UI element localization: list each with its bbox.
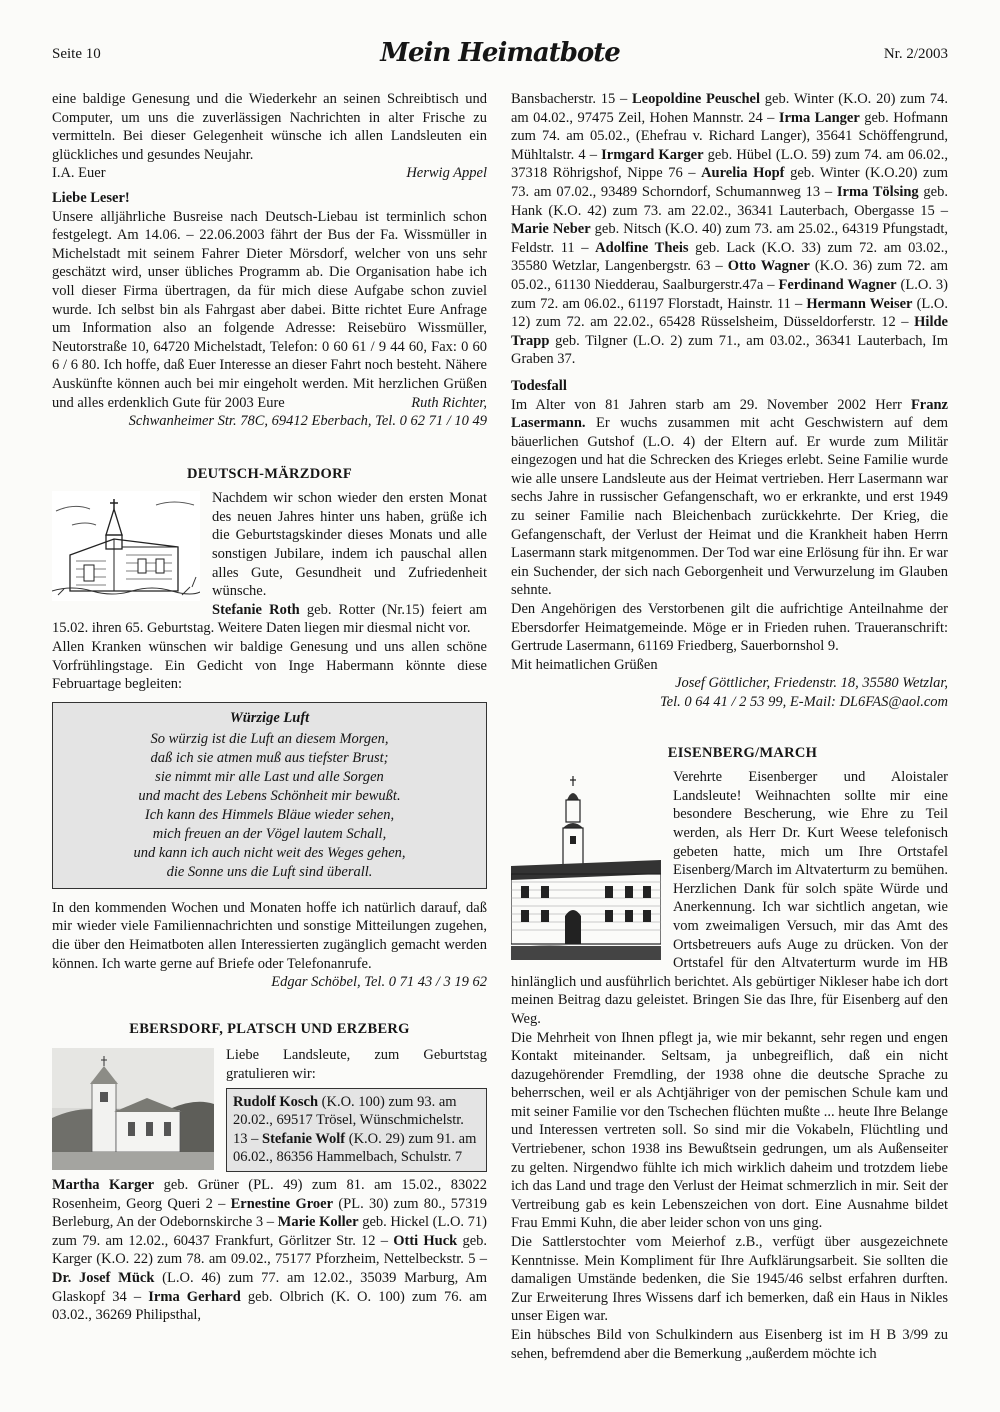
poem-line: Ich kann des Himmels Bläue wieder sehen,	[144, 806, 395, 823]
eb-list-text: (PL. 30) zum 80., 57319 Berleburg, An der Odebornskirche 3 –	[52, 1195, 487, 1231]
todesfall-paragraph	[511, 396, 948, 601]
eb-list-text: geb. Karger (K.O. 22) zum 78. am 09.02., 75177 Pforzheim, Nettelbeckstr. 5 –	[52, 1232, 488, 1268]
church-photo-image	[52, 1048, 214, 1170]
dm-paragraph-4	[52, 899, 487, 991]
bd-name: Adolfine Theis	[595, 239, 689, 256]
section-title-deutsch-maerzdorf: DEUTSCH-MÄRZDORF	[186, 465, 353, 482]
bd-name: Hermann Weiser	[806, 295, 913, 312]
em-paragraph-4: Ein hübsches Bild von Schulkindern aus Eisenberg ist im H B 3/99 zu sehen, befremdend aber die Bemerkung „außerdem möchte ich	[511, 1327, 948, 1362]
page-number: Seite 10	[52, 46, 101, 62]
bd-text: (L.O. 12) zum 72. am 22.02., 65428 Rüsselsheim, Düsseldorferstr. 12 –	[511, 295, 948, 331]
tod-text: Er wuchs zusammen mit acht Geschwistern auf dem bäuerlichen Gutshof (L.O. 4) der Eltern auf. Er wurde zum Militär eingezogen und hat die Schrecken des Krieges erlebt. Seine Familie wurde wie alle unsere Landsleute aus der Heimat vertrieben. Herr Lasermann war sechs Jahre in russischer Gefangenschaft, wo er erkrankte, und erst 1949 zu seiner Familie nach Bleichenbach zurückkehrte. Der Krieg, die Gefangenschaft, der Verlust der Heimat und die Krankheit haben Herrn Lasermann stark mitgenommen. Der Tod war eine Erlösung für ihn. Er war ein Suchender, der sich nach Geborgenheit und Verwurzelung im Glauben sehnte.	[511, 415, 948, 599]
intro-signature-row	[52, 164, 487, 183]
dm-paragraph-1: Nachdem wir schon wieder den ersten Monat des neuen Jahres hinter uns haben, grüße ich die Geburtstagskinder dieses Monats und alle sonstigen Jubilare, indem ich pauschal allen alles Gute, Gesundheit und Zufriedenheit wünsche.	[212, 490, 487, 600]
eb-intro: Liebe Landsleute, zum Geburtstag gratulieren wir:	[226, 1047, 487, 1082]
eb-list-text: geb. Hickel (L.O. 71) zum 79. am 12.02., 60437 Frankfurt, Görlitzer Str. 12 –	[52, 1214, 488, 1249]
eb-list-name: Irma Gerhard	[148, 1288, 241, 1305]
section-title-eisenberg: EISENBERG/MARCH	[667, 744, 818, 761]
eb-box-name: Rudolf Kosch	[233, 1093, 319, 1110]
bd-pre: Bansbacherstr. 15 –	[511, 91, 632, 107]
bd-text: geb. Hofmann zum 74. am 05.02., (Ehefrau v. Richard Langer), 35641 Schöffengrund, Mühltalstr. 4 –	[511, 109, 948, 163]
castle-sketch-image	[511, 770, 661, 960]
leser-heading: Liebe Leser!	[52, 189, 130, 206]
dm-paragraph-2	[52, 601, 487, 638]
em-paragraph-3: Die Sattlerstochter vom Meierhof z.B., verfügt über ausgezeichnete Kenntnisse. Mein Kompliment für Ihre Aufklärungsarbeit. Sie sollten die damaligen Umstände bedenken, die Sie 1945/46 selbst erfahren durften. Zur Erweiterung Ihres Wissens darf ich bemerken, daß ein Haus in Nikles unser Eigen war.	[511, 1234, 948, 1325]
bd-name: Leopoldine Peuschel	[632, 91, 761, 107]
poem-line: die Sonne uns die Luft sind überall.	[166, 863, 373, 880]
dm-birthday-text: geb. Rotter (Nr.15) feiert am 15.02. ihren 65. Geburtstag. Weitere Daten liegen mir diesmal nicht vor.	[52, 601, 487, 637]
eb-birthday-list	[52, 1176, 487, 1325]
todesfall-signature-1: Josef Göttlicher, Friedenstr. 18, 35580 Wetzlar,	[675, 675, 948, 692]
eb-list-name: Ernestine Groer	[230, 1195, 334, 1212]
em-paragraph-1: Verehrte Eisenberger und Aloistaler Landsleute! Weihnachten sollte mir eine besondere Bescherung, wie Ehre zu Teil werden, als Herr Dr. Kurt Weese telefonisch gebeten hatte, mich um Ihre Ortstafel Eisenberg/March im Altvaterturm zu bemühen. Herzlichen Dank für solch späte Würde und Anerkennung. Ich war sichtlich angetan, wie vom zweimaligen Versuch, mir das Amt des Ortsbetreuers aufs Auge zu drücken. Von der Ortstafel für den Altvaterturm wurde im HB hinlänglich und ausführlich berichtet. Als gebürtiger Nikleser habe ich dort meinen Beitrag dazu geleistet. Bringen Sie das Ihre, für Eisenberg auf den Weg.	[511, 769, 948, 1027]
eb-box-text: (K.O. 29) zum 91. am 06.02., 86356 Hammelbach, Schulstr. 7	[233, 1130, 477, 1166]
page-header	[0, 38, 1000, 68]
bd-name: Irma Tölsing	[836, 183, 919, 200]
dm-signature: Edgar Schöbel, Tel. 0 71 43 / 3 19 62	[271, 974, 487, 991]
bd-name: Irmgard Karger	[601, 146, 704, 163]
eb-list-text: (L.O. 46) zum 77. am 12.02., 35039 Marburg, Am Glaskopf 34 –	[52, 1269, 487, 1305]
poem-line: So würzig ist die Luft an diesem Morgen,	[150, 730, 389, 747]
intro-signature: Herwig Appel	[406, 165, 487, 182]
dm-paragraph-3: Allen Kranken wünschen wir baldige Genesung und uns allen schöne Vorfrühlingstage. Ein Gedicht von Inge Habermann könnte diese Februartage begleiten:	[52, 639, 487, 693]
eb-list-name: Marie Koller	[277, 1214, 359, 1231]
bd-name: Aurelia Hopf	[701, 165, 785, 182]
bd-name: Hilde Trapp	[511, 314, 948, 349]
poem-line: und kann ich auch nicht weit des Weges gehen,	[133, 844, 406, 861]
leser-address: Schwanheimer Str. 78C, 69412 Eberbach, Tel. 0 62 71 / 10 49	[128, 413, 487, 430]
dm-closing-text: In den kommenden Wochen und Monaten hoffe ich natürlich darauf, daß mir wieder viele Familiennachrichten und sonstige Mitteilungen zugehen, die über den Heimatboten allen Interessierten zugänglich gemacht werden können. Ich warte gerne auf Briefe oder Telefonanrufe.	[52, 899, 487, 972]
birthday-list-continued	[511, 90, 948, 369]
poem-title: Würzige Luft	[229, 709, 310, 726]
eb-box-text: (K.O. 100) zum 93. am 20.02., 69517 Trösel, Wünschmichelstr. 13 –	[233, 1093, 464, 1147]
eb-list-name: Otti Huck	[393, 1232, 458, 1249]
poem-line: und macht des Lebens Schönheit mir bewußt.	[138, 787, 401, 804]
leser-signature: Ruth Richter,	[411, 394, 487, 411]
bd-text: geb. Nitsch (K.O. 40) zum 73. am 25.02., 64319 Pfungstadt, Feldstr. 11 –	[511, 221, 948, 256]
todesfall-signature-2: Tel. 0 64 41 / 2 53 99, E-Mail: DL6FAS@aol.com	[659, 694, 948, 710]
poem-line: sie nimmt mir alle Last und alle Sorgen	[155, 768, 384, 785]
right-column	[511, 90, 948, 1363]
eb-list-name: Martha Karger	[52, 1176, 155, 1193]
masthead-logo: Mein Heimatbote	[380, 38, 620, 68]
bd-text: (K.O. 36) zum 72. am 05.02., 61130 Niedderau, Saalburgerstr.47a –	[511, 258, 948, 293]
dm-birthday-name: Stefanie Roth	[212, 601, 300, 618]
eb-list-text: geb. Olbrich (K. O. 100) zum 76. am 03.02., 36269 Philipsthal,	[52, 1288, 487, 1324]
bd-text: (L.O. 3) zum 72. am 06.02., 61197 Florstadt, Hainstr. 11 –	[511, 276, 948, 312]
bd-text: geb. Hank (K.O. 42) zum 73. am 22.02., 36341 Lauterbach, Obergasse 15 –	[511, 183, 948, 219]
leser-text: Unsere alljährliche Busreise nach Deutsch-Liebau ist terminlich schon festgelegt. Am 14.06. – 22.06.2003 fährt der Bus der Fa. Wissmüller in Michelstadt mit seinem Fahrer Dieter Mörsdorf, welcher von uns sehr geschätzt wird, unser übliches Programm ab. Die Organisation habe ich voll dieser Firma übertragen, da für mich diese Aufgabe schon zuviel wurde. Ich selbst bin als Fahrgast aber dabei. Bitte richtet Eure Anfrage um Information also an folgende Adresse: Reisebüro Wissmüller, Neutorstraße 10, 64720 Michelstadt, Telefon: 0 60 61 / 9 44 60, Fax: 0 60 6 / 6 80. Ich hoffe, daß Euer Interesse an dieser Fahrt noch besteht. Nähere Auskünfte können auch bei mir eingeholt werden. Mit herzlichen Grüßen und alles erdenklich Gute für 2003 Eure	[52, 208, 487, 411]
todesfall-greeting: Mit heimatlichen Grüßen	[511, 656, 658, 673]
left-column	[52, 90, 487, 1325]
chapel-sketch-image	[52, 491, 200, 601]
eb-list-name: Dr. Josef Mück	[52, 1269, 155, 1286]
eb-highlight-box	[226, 1088, 487, 1172]
bd-text: geb. Winter (K.O.20) zum 73. am 07.02., 93489 Schorndorf, Schumannweg 13 –	[511, 165, 949, 200]
bd-name: Marie Neber	[511, 221, 591, 238]
intro-paragraph: eine baldige Genesung und die Wiederkehr an seinen Schreibtisch und Computer, um uns die zuverlässigen Nachrichten in alter Frische zu vermitteln. Bei dieser Gelegenheit wünsche ich allen Landsleuten ein glückliches und gesundes Neujahr.	[52, 91, 487, 163]
eb-list-text: geb. Grüner (PL. 49) zum 81. am 15.02., 83022 Rosenheim, Georg Queri 2 –	[52, 1176, 487, 1212]
em-paragraph-2: Die Mehrheit von Ihnen pflegt ja, wie mir bekannt, sehr regen und engen Kontakt miteinander. Seltsam, ja unbegreiflich, daß ein nicht dazugehörender Fremdling, der 1938 ohne die deutsche Sprache zu beherrschen, weil er als Achtjähriger von der pemischen Schule kam und mit seiner Familie vor den Tschechen flüchten mußte ... heute Ihre Belange und Interessen vertreten soll. So sind mir die Vokabeln, Flüchtling und Vertriebener, schon 1938 ins Bewußtsein gedrungen, um als Außenseiter zu gelten. Nirgendwo fühlte ich mich wirklich daheim und trotzdem liebe ich das Land und trage den Verlust der Heimat schmerzlich in mir. Seit der Vertreibung gab es kein Lebenszeichen von dort. Eine Ausnahme bildet Frau Emmi Kuhn, die aber leider schon von uns ging.	[511, 1029, 948, 1232]
bd-text: geb. Lack (K.O. 33) zum 72. am 03.02., 35580 Wetzlar, Langenbergstr. 63 –	[511, 239, 948, 275]
tod-pre: Im Alter von 81 Jahren starb am 29. November 2002 Herr	[511, 396, 911, 413]
bd-name: Otto Wagner	[727, 258, 810, 275]
bd-name: Ferdinand Wagner	[778, 276, 897, 293]
bd-name: Irma Langer	[778, 109, 860, 126]
bd-text: geb. Tilgner (L.O. 2) zum 71., am 03.02., 36341 Lauterbach, Im Graben 37.	[511, 332, 948, 368]
section-title-ebersdorf: EBERSDORF, PLATSCH UND ERZBERG	[129, 1020, 410, 1037]
todesfall-paragraph-2: Den Angehörigen des Verstorbenen gilt die aufrichtige Anteilnahme der Ebersdorfer Heimatgemeinde. Möge er in Frieden ruhen. Traueranschrift: Gertrude Lasermann, 61169 Friedberg, Sauerbornshol 9.	[511, 601, 948, 655]
poem-line: daß ich sie atmen muß aus tiefster Brust;	[150, 749, 389, 766]
poem-line: mich freuen an der Vögel lautem Schall,	[152, 825, 387, 842]
leser-paragraph	[52, 208, 487, 413]
poem-box	[52, 702, 487, 889]
todesfall-heading: Todesfall	[511, 377, 567, 394]
eb-box-name: Stefanie Wolf	[262, 1130, 346, 1147]
issue-number: Nr. 2/2003	[883, 46, 948, 62]
deceased-name: Franz Lasermann.	[511, 396, 948, 432]
intro-greeting: I.A. Euer	[52, 165, 106, 182]
bd-text: geb. Hübel (L.O. 59) zum 74. am 06.02., 37318 Röhrigshof, Nippe 76 –	[511, 146, 948, 182]
bd-text: geb. Winter (K.O. 20) zum 74. am 04.02., 97475 Zeil, Hohen Mannstr. 24 –	[511, 91, 949, 126]
